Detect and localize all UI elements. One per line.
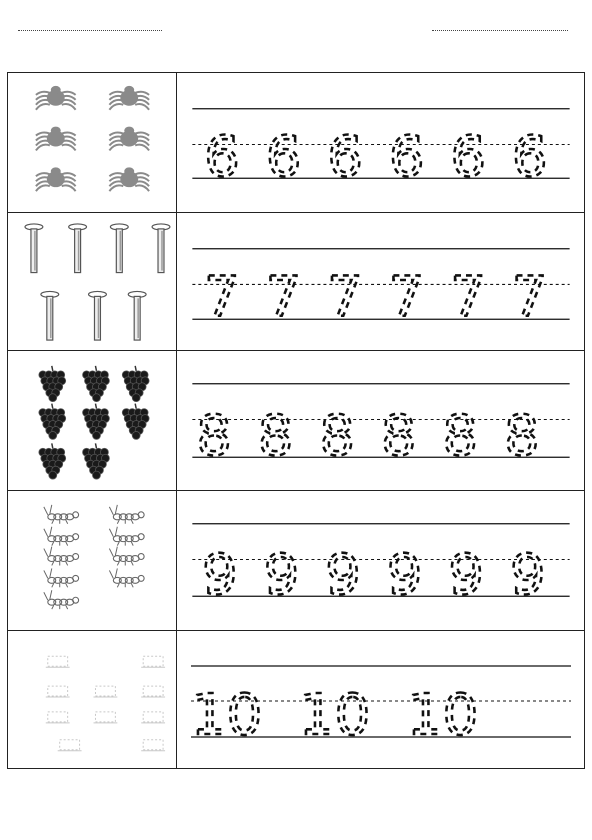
faint-shape-icon: [141, 712, 165, 723]
trace-digit[interactable]: 9: [263, 542, 300, 608]
trace-digit[interactable]: 6: [512, 124, 548, 190]
row-7: [8, 213, 584, 351]
picture-cell-6: [8, 73, 177, 212]
picture-group: [8, 351, 176, 490]
picture-cell-9: [8, 491, 177, 630]
trace-digit[interactable]: 8: [442, 403, 478, 469]
ant-icon: [109, 527, 144, 546]
ant-icon: [109, 547, 144, 566]
tracing-cell-9: [177, 491, 584, 630]
tracing-lines: [177, 631, 584, 768]
picture-group: [8, 491, 176, 630]
picture-cell-7: [8, 213, 177, 350]
ant-icon: [44, 527, 79, 546]
ant-icon: [109, 568, 144, 587]
trace-digit[interactable]: 8: [380, 403, 417, 469]
spider-icon: [36, 167, 76, 191]
spider-icon: [109, 86, 149, 110]
row-6: [8, 73, 584, 213]
trace-digit[interactable]: 7: [450, 265, 486, 331]
tracing-cell-6: [177, 73, 584, 212]
grapes-icon: [39, 443, 66, 479]
trace-digit[interactable]: 6: [450, 124, 486, 190]
spider-icon: [36, 86, 76, 110]
faint-shape-icon: [141, 686, 165, 697]
faint-shape-icon: [93, 686, 117, 697]
tracing-cell-7: [177, 213, 584, 350]
trace-digit[interactable]: 9: [325, 542, 361, 608]
grapes-icon: [83, 366, 110, 402]
trace-digit[interactable]: 7: [327, 265, 363, 331]
nail-icon: [152, 224, 170, 273]
trace-digit[interactable]: 6: [265, 124, 302, 190]
name-line: [18, 30, 162, 31]
trace-digit[interactable]: 10: [191, 683, 263, 748]
trace-digit[interactable]: 8: [196, 403, 232, 469]
ant-icon: [44, 590, 79, 609]
row-8: [8, 351, 584, 491]
picture-group: [8, 631, 176, 768]
nail-icon: [89, 291, 107, 340]
faint-shape-icon: [141, 656, 165, 667]
date-line: [432, 30, 568, 31]
ant-icon: [44, 547, 79, 566]
faint-shape-icon: [46, 686, 70, 697]
row-10: [8, 631, 584, 768]
spider-icon: [109, 167, 149, 191]
grapes-icon: [122, 404, 149, 440]
ant-icon: [109, 505, 144, 524]
faint-shape-icon: [58, 740, 82, 751]
trace-digit[interactable]: 10: [299, 683, 371, 748]
trace-digit[interactable]: 9: [510, 542, 546, 608]
trace-digit[interactable]: 7: [512, 265, 548, 331]
nail-icon: [41, 291, 59, 340]
picture-cell-10: [8, 631, 177, 768]
grapes-icon: [122, 366, 149, 402]
trace-digit[interactable]: 9: [386, 542, 423, 608]
grapes-icon: [83, 404, 110, 440]
faint-shape-icon: [93, 712, 117, 723]
picture-group: [8, 73, 176, 212]
trace-digit[interactable]: 7: [204, 265, 240, 331]
tracing-lines: [177, 213, 584, 350]
trace-digit[interactable]: 6: [204, 124, 240, 190]
grapes-icon: [83, 443, 110, 479]
ant-icon: [44, 505, 79, 524]
nail-icon: [69, 224, 87, 273]
trace-digit[interactable]: 6: [388, 124, 425, 190]
grapes-icon: [39, 404, 66, 440]
tracing-lines: [177, 491, 584, 630]
nail-icon: [25, 224, 43, 273]
nail-icon: [128, 291, 146, 340]
faint-shape-icon: [141, 740, 165, 751]
picture-group: [8, 213, 176, 350]
spider-icon: [36, 127, 76, 151]
row-9: [8, 491, 584, 631]
trace-digit[interactable]: 7: [388, 265, 425, 331]
worksheet-table: [7, 72, 585, 769]
nail-icon: [110, 224, 128, 273]
trace-digit[interactable]: 8: [319, 403, 355, 469]
trace-digit[interactable]: 6: [327, 124, 363, 190]
trace-digit[interactable]: 10: [407, 683, 479, 748]
tracing-cell-8: [177, 351, 584, 490]
spider-icon: [109, 127, 149, 151]
trace-digit[interactable]: 9: [448, 542, 484, 608]
trace-digit[interactable]: 8: [504, 403, 540, 469]
trace-digit[interactable]: 7: [265, 265, 302, 331]
ant-icon: [44, 568, 79, 587]
picture-cell-8: [8, 351, 177, 490]
faint-shape-icon: [46, 712, 70, 723]
faint-shape-icon: [46, 656, 70, 667]
grapes-icon: [39, 366, 66, 402]
tracing-cell-10: [177, 631, 584, 768]
tracing-lines: [177, 351, 584, 490]
trace-digit[interactable]: 8: [257, 403, 294, 469]
trace-digit[interactable]: 9: [202, 542, 238, 608]
tracing-lines: [177, 73, 584, 212]
